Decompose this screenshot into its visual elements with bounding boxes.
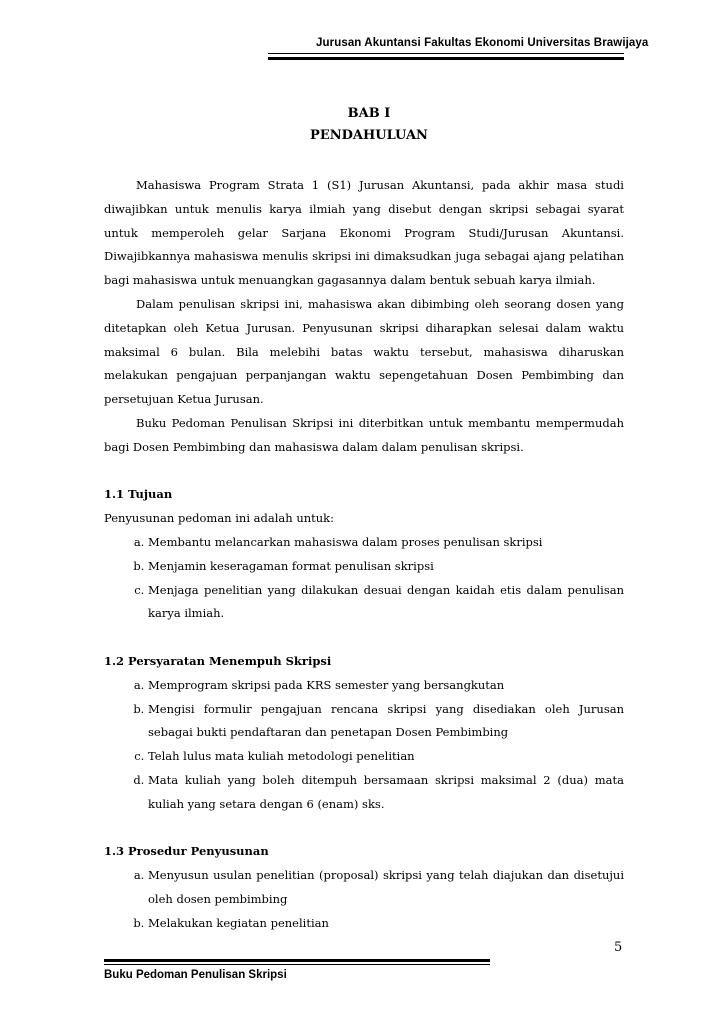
list-item: b. Menjamin keseragaman format penulisan skripsi [148, 555, 624, 579]
section-heading-prosedur: 1.3 Prosedur Penyusunan [104, 844, 269, 859]
list-item: a. Membantu melancarkan mahasiswa dalam proses penulisan skripsi [148, 531, 624, 555]
list-item: b. Melakukan kegiatan penelitian [148, 912, 624, 936]
document-body [104, 174, 624, 936]
running-header: Jurusan Akuntansi Fakultas Ekonomi Universitas Brawijaya [316, 37, 649, 49]
footer-rule [104, 964, 490, 965]
list-item: a. Menyusun usulan penelitian (proposal) skripsi yang telah diajukan dan disetujui oleh dosen pembimbing [148, 864, 624, 912]
list-prosedur [104, 864, 624, 935]
list-item: c. Telah lulus mata kuliah metodologi penelitian [148, 745, 624, 769]
running-footer: Buku Pedoman Penulisan Skripsi [104, 969, 287, 981]
chapter-title: PENDAHULUAN [310, 128, 428, 143]
section-heading-persyaratan: 1.2 Persyaratan Menempuh Skripsi [104, 653, 332, 668]
header-rule-thick [268, 57, 624, 60]
list-item: a. Memprogram skripsi pada KRS semester yang bersangkutan [148, 674, 624, 698]
intro-paragraph: Mahasiswa Program Strata 1 (S1) Jurusan Akuntansi, pada akhir masa studi diwajibkan untuk menulis karya ilmiah yang disebut dengan skripsi sebagai syarat untuk memperoleh gelar Sarjana Ekonomi Program Studi/Jurusan Akuntansi. Diwajibkannya mahasiswa menulis skripsi ini dimaksudkan juga sebagai ajang pelatihan bagi mahasiswa untuk menuangkan gagasannya dalam bentuk sebuah karya ilmiah. [104, 178, 624, 288]
section-heading-tujuan: 1.1 Tujuan [104, 487, 173, 502]
section-lead: Penyusunan pedoman ini adalah untuk: [104, 511, 335, 526]
list-item: d. Mata kuliah yang boleh ditempuh bersamaan skripsi maksimal 2 (dua) mata kuliah yang setara dengan 6 (enam) sks. [148, 769, 624, 817]
chapter-number: BAB I [347, 106, 391, 121]
intro-paragraph: Dalam penulisan skripsi ini, mahasiswa akan dibimbing oleh seorang dosen yang ditetapkan oleh Ketua Jurusan. Penyusunan skripsi diharapkan selesai dalam waktu maksimal 6 bulan. Bila melebihi batas waktu tersebut, mahasiswa diharuskan melakukan pengajuan perpanjangan waktu sepengetahuan Dosen Pembimbing dan persetujuan Ketua Jurusan. [104, 296, 624, 407]
header-rule [268, 53, 624, 54]
list-item: c. Menjaga penelitian yang dilakukan desuai dengan kaidah etis dalam penulisan karya ilmiah. [148, 579, 624, 627]
list-persyaratan [104, 674, 624, 817]
list-item: b. Mengisi formulir pengajuan rencana skripsi yang disediakan oleh Jurusan sebagai bukti pendaftaran dan penetapan Dosen Pembimbing [148, 698, 624, 746]
list-tujuan [104, 531, 624, 626]
intro-paragraph: Buku Pedoman Penulisan Skripsi ini diterbitkan untuk membantu mempermudah bagi Dosen Pembimbing dan mahasiswa dalam dalam penulisan skripsi. [104, 415, 624, 454]
page-number: 5 [614, 940, 623, 955]
footer-rule-thick [104, 959, 490, 962]
